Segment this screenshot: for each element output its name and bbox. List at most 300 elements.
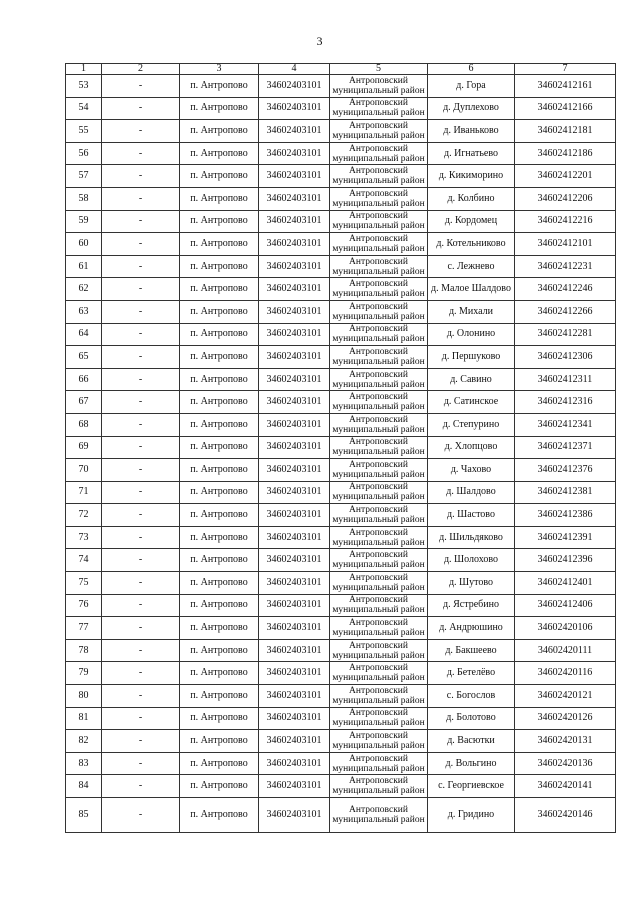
admin-code-cell: 34602403101	[259, 549, 330, 572]
row-number-cell: 56	[66, 142, 102, 165]
district-line: муниципальный район	[332, 424, 425, 435]
district-line: муниципальный район	[332, 108, 425, 119]
district-cell	[330, 413, 428, 436]
admin-code-cell: 34602403101	[259, 526, 330, 549]
page-number: 3	[316, 34, 323, 48]
column2-cell: -	[102, 752, 180, 775]
column2-cell: -	[102, 278, 180, 301]
row-number-cell: 65	[66, 346, 102, 369]
settlement-code-cell: 34602412281	[515, 323, 616, 346]
district-line: Антроповский	[349, 459, 408, 470]
column2-cell: -	[102, 662, 180, 685]
settlement-cell: д. Кордомец	[428, 210, 515, 233]
settlement-code-cell: 34602412161	[515, 75, 616, 98]
district-cell	[330, 300, 428, 323]
settlement-code-cell: 34602420121	[515, 685, 616, 708]
table-row	[66, 707, 616, 730]
table-row	[66, 187, 616, 210]
district-cell	[330, 730, 428, 753]
settlement-code-cell: 34602412391	[515, 526, 616, 549]
district-line: Антроповский	[349, 805, 408, 815]
column2-cell: -	[102, 255, 180, 278]
row-number-cell: 78	[66, 639, 102, 662]
column-header: 5	[330, 64, 428, 75]
district-line: муниципальный район	[332, 379, 425, 390]
district-line: муниципальный район	[332, 582, 425, 593]
admin-code-cell: 34602403101	[259, 775, 330, 798]
district-line: муниципальный район	[332, 469, 425, 480]
admin-center-cell: п. Антропово	[180, 775, 259, 798]
district-line: Антроповский	[349, 595, 408, 606]
row-number-cell: 69	[66, 436, 102, 459]
column2-cell: -	[102, 798, 180, 833]
column-header: 4	[259, 64, 330, 75]
column2-cell: -	[102, 481, 180, 504]
settlement-code-cell: 34602412306	[515, 346, 616, 369]
district-cell	[330, 798, 428, 833]
settlement-code-cell: 34602420131	[515, 730, 616, 753]
settlement-code-cell: 34602412266	[515, 300, 616, 323]
district-cell	[330, 707, 428, 730]
district-line: Антроповский	[349, 369, 408, 380]
admin-code-cell: 34602403101	[259, 730, 330, 753]
district-cell	[330, 436, 428, 459]
settlement-code-cell: 34602412246	[515, 278, 616, 301]
district-cell	[330, 526, 428, 549]
table-row	[66, 798, 616, 833]
district-line: муниципальный район	[332, 815, 425, 825]
settlement-cell: д. Малое Шалдово	[428, 278, 515, 301]
district-line: Антроповский	[349, 233, 408, 244]
district-line: Антроповский	[349, 324, 408, 335]
district-line: Антроповский	[349, 482, 408, 493]
header-row	[66, 64, 616, 75]
settlement-cell: д. Михали	[428, 300, 515, 323]
admin-code-cell: 34602403101	[259, 572, 330, 595]
admin-center-cell: п. Антропово	[180, 323, 259, 346]
column2-cell: -	[102, 413, 180, 436]
settlement-code-cell: 34602420146	[515, 798, 616, 833]
admin-code-cell: 34602403101	[259, 752, 330, 775]
settlement-code-cell: 34602412311	[515, 368, 616, 391]
table-row	[66, 572, 616, 595]
row-number-cell: 67	[66, 391, 102, 414]
table-row	[66, 278, 616, 301]
admin-code-cell: 34602403101	[259, 300, 330, 323]
column2-cell: -	[102, 97, 180, 120]
row-number-cell: 58	[66, 187, 102, 210]
settlement-code-cell: 34602420136	[515, 752, 616, 775]
district-line: Антроповский	[349, 527, 408, 538]
row-number-cell: 76	[66, 594, 102, 617]
district-line: Антроповский	[349, 256, 408, 267]
row-number-cell: 79	[66, 662, 102, 685]
settlement-cell: д. Шастово	[428, 504, 515, 527]
settlement-cell: д. Шолохово	[428, 549, 515, 572]
row-number-cell: 68	[66, 413, 102, 436]
settlement-code-cell: 34602412401	[515, 572, 616, 595]
district-line: муниципальный район	[332, 198, 425, 209]
column2-cell: -	[102, 549, 180, 572]
district-cell	[330, 617, 428, 640]
table-row	[66, 481, 616, 504]
settlement-cell: д. Шильдяково	[428, 526, 515, 549]
settlement-code-cell: 34602412101	[515, 233, 616, 256]
admin-code-cell: 34602403101	[259, 75, 330, 98]
settlement-cell: д. Шалдово	[428, 481, 515, 504]
district-cell	[330, 775, 428, 798]
table-row	[66, 346, 616, 369]
settlement-code-cell: 34602412396	[515, 549, 616, 572]
row-number-cell: 62	[66, 278, 102, 301]
district-line: муниципальный район	[332, 537, 425, 548]
row-number-cell: 74	[66, 549, 102, 572]
admin-center-cell: п. Антропово	[180, 300, 259, 323]
district-line: Антроповский	[349, 550, 408, 561]
settlement-cell: с. Лежнево	[428, 255, 515, 278]
column2-cell: -	[102, 459, 180, 482]
table-row	[66, 549, 616, 572]
district-line: муниципальный район	[332, 560, 425, 571]
column2-cell: -	[102, 142, 180, 165]
admin-center-cell: п. Антропово	[180, 662, 259, 685]
district-line: Антроповский	[349, 75, 408, 86]
admin-code-cell: 34602403101	[259, 617, 330, 640]
admin-code-cell: 34602403101	[259, 481, 330, 504]
table-row	[66, 210, 616, 233]
district-line: муниципальный район	[332, 786, 425, 797]
table-row	[66, 775, 616, 798]
column-header: 3	[180, 64, 259, 75]
admin-center-cell: п. Антропово	[180, 413, 259, 436]
table-row	[66, 413, 616, 436]
district-line: муниципальный район	[332, 153, 425, 164]
column2-cell: -	[102, 346, 180, 369]
admin-center-cell: п. Антропово	[180, 504, 259, 527]
table-row	[66, 255, 616, 278]
table-row	[66, 120, 616, 143]
admin-center-cell: п. Антропово	[180, 120, 259, 143]
column2-cell: -	[102, 685, 180, 708]
row-number-cell: 85	[66, 798, 102, 833]
district-line: Антроповский	[349, 776, 408, 787]
admin-center-cell: п. Антропово	[180, 798, 259, 833]
admin-code-cell: 34602403101	[259, 504, 330, 527]
district-cell	[330, 187, 428, 210]
admin-code-cell: 34602403101	[259, 120, 330, 143]
district-line: муниципальный район	[332, 447, 425, 458]
settlements-table	[65, 63, 616, 833]
column2-cell: -	[102, 436, 180, 459]
admin-center-cell: п. Антропово	[180, 391, 259, 414]
column2-cell: -	[102, 187, 180, 210]
admin-center-cell: п. Антропово	[180, 685, 259, 708]
admin-center-cell: п. Антропово	[180, 346, 259, 369]
admin-code-cell: 34602403101	[259, 685, 330, 708]
district-line: Антроповский	[349, 301, 408, 312]
admin-center-cell: п. Антропово	[180, 75, 259, 98]
district-line: муниципальный район	[332, 266, 425, 277]
district-cell	[330, 504, 428, 527]
district-line: Антроповский	[349, 753, 408, 764]
settlement-cell: д. Степурино	[428, 413, 515, 436]
district-cell	[330, 752, 428, 775]
row-number-cell: 73	[66, 526, 102, 549]
district-line: муниципальный район	[332, 130, 425, 141]
admin-code-cell: 34602403101	[259, 255, 330, 278]
district-cell	[330, 278, 428, 301]
column2-cell: -	[102, 368, 180, 391]
admin-center-cell: п. Антропово	[180, 142, 259, 165]
settlement-cell: д. Котельниково	[428, 233, 515, 256]
admin-center-cell: п. Антропово	[180, 97, 259, 120]
district-line: Антроповский	[349, 166, 408, 177]
district-line: муниципальный район	[332, 673, 425, 684]
settlement-code-cell: 34602412181	[515, 120, 616, 143]
table-row	[66, 165, 616, 188]
district-line: муниципальный район	[332, 334, 425, 345]
admin-center-cell: п. Антропово	[180, 436, 259, 459]
admin-center-cell: п. Антропово	[180, 617, 259, 640]
admin-code-cell: 34602403101	[259, 323, 330, 346]
admin-code-cell: 34602403101	[259, 278, 330, 301]
settlement-code-cell: 34602412386	[515, 504, 616, 527]
admin-center-cell: п. Антропово	[180, 752, 259, 775]
admin-code-cell: 34602403101	[259, 436, 330, 459]
district-cell	[330, 459, 428, 482]
district-line: Антроповский	[349, 211, 408, 222]
column2-cell: -	[102, 572, 180, 595]
table-row	[66, 142, 616, 165]
admin-code-cell: 34602403101	[259, 210, 330, 233]
district-cell	[330, 120, 428, 143]
admin-center-cell: п. Антропово	[180, 233, 259, 256]
district-cell	[330, 323, 428, 346]
district-line: Антроповский	[349, 731, 408, 742]
district-line: муниципальный район	[332, 221, 425, 232]
column-header: 2	[102, 64, 180, 75]
settlement-cell: д. Гора	[428, 75, 515, 98]
admin-code-cell: 34602403101	[259, 368, 330, 391]
district-line: Антроповский	[349, 188, 408, 199]
column2-cell: -	[102, 504, 180, 527]
settlement-cell: с. Богослов	[428, 685, 515, 708]
settlement-code-cell: 34602412341	[515, 413, 616, 436]
admin-code-cell: 34602403101	[259, 233, 330, 256]
column2-cell: -	[102, 210, 180, 233]
admin-center-cell: п. Антропово	[180, 594, 259, 617]
table-row	[66, 75, 616, 98]
district-cell	[330, 165, 428, 188]
settlement-code-cell: 34602412316	[515, 391, 616, 414]
table-row	[66, 323, 616, 346]
row-number-cell: 82	[66, 730, 102, 753]
admin-center-cell: п. Антропово	[180, 165, 259, 188]
row-number-cell: 55	[66, 120, 102, 143]
admin-center-cell: п. Антропово	[180, 368, 259, 391]
settlement-cell: д. Сатинское	[428, 391, 515, 414]
district-line: Антроповский	[349, 279, 408, 290]
settlement-code-cell: 34602412166	[515, 97, 616, 120]
admin-code-cell: 34602403101	[259, 662, 330, 685]
district-line: муниципальный район	[332, 356, 425, 367]
district-line: Антроповский	[349, 685, 408, 696]
table-row	[66, 300, 616, 323]
table-row	[66, 662, 616, 685]
table-row	[66, 685, 616, 708]
settlement-cell: д. Бетелёво	[428, 662, 515, 685]
table-row	[66, 594, 616, 617]
district-line: Антроповский	[349, 120, 408, 131]
admin-code-cell: 34602403101	[259, 187, 330, 210]
district-cell	[330, 142, 428, 165]
settlement-code-cell: 34602412186	[515, 142, 616, 165]
admin-code-cell: 34602403101	[259, 346, 330, 369]
settlement-cell: д. Олонино	[428, 323, 515, 346]
settlement-cell: д. Колбино	[428, 187, 515, 210]
district-line: Антроповский	[349, 346, 408, 357]
settlement-code-cell: 34602412231	[515, 255, 616, 278]
district-line: муниципальный район	[332, 605, 425, 616]
district-cell	[330, 481, 428, 504]
district-cell	[330, 233, 428, 256]
settlement-cell: д. Хлопцово	[428, 436, 515, 459]
table-row	[66, 752, 616, 775]
column2-cell: -	[102, 165, 180, 188]
district-line: Антроповский	[349, 414, 408, 425]
district-line: муниципальный район	[332, 311, 425, 322]
settlement-cell: д. Гридино	[428, 798, 515, 833]
district-line: муниципальный район	[332, 650, 425, 661]
column-header: 1	[66, 64, 102, 75]
row-number-cell: 84	[66, 775, 102, 798]
district-line: муниципальный район	[332, 289, 425, 300]
district-line: муниципальный район	[332, 243, 425, 254]
district-line: Антроповский	[349, 505, 408, 516]
column2-cell: -	[102, 120, 180, 143]
row-number-cell: 81	[66, 707, 102, 730]
settlement-cell: д. Шутово	[428, 572, 515, 595]
row-number-cell: 63	[66, 300, 102, 323]
district-cell	[330, 639, 428, 662]
table-row	[66, 97, 616, 120]
district-line: муниципальный район	[332, 85, 425, 96]
row-number-cell: 60	[66, 233, 102, 256]
settlement-cell: д. Васютки	[428, 730, 515, 753]
column2-cell: -	[102, 707, 180, 730]
district-cell	[330, 391, 428, 414]
column2-cell: -	[102, 617, 180, 640]
settlement-cell: д. Дуплехово	[428, 97, 515, 120]
admin-center-cell: п. Антропово	[180, 278, 259, 301]
district-cell	[330, 97, 428, 120]
table-row	[66, 617, 616, 640]
table-row	[66, 639, 616, 662]
admin-code-cell: 34602403101	[259, 798, 330, 833]
table-row	[66, 459, 616, 482]
column2-cell: -	[102, 775, 180, 798]
district-cell	[330, 685, 428, 708]
district-line: муниципальный район	[332, 515, 425, 526]
column2-cell: -	[102, 323, 180, 346]
column2-cell: -	[102, 730, 180, 753]
district-line: Антроповский	[349, 98, 408, 109]
table-row	[66, 368, 616, 391]
row-number-cell: 70	[66, 459, 102, 482]
district-line: Антроповский	[349, 572, 408, 583]
row-number-cell: 61	[66, 255, 102, 278]
settlement-code-cell: 34602412371	[515, 436, 616, 459]
settlement-cell: д. Игнатьево	[428, 142, 515, 165]
settlement-code-cell: 34602412216	[515, 210, 616, 233]
district-cell	[330, 75, 428, 98]
admin-code-cell: 34602403101	[259, 142, 330, 165]
column2-cell: -	[102, 300, 180, 323]
table-row	[66, 730, 616, 753]
admin-center-cell: п. Антропово	[180, 549, 259, 572]
settlement-code-cell: 34602412201	[515, 165, 616, 188]
admin-code-cell: 34602403101	[259, 594, 330, 617]
settlement-cell: д. Першуково	[428, 346, 515, 369]
district-cell	[330, 549, 428, 572]
column-header: 6	[428, 64, 515, 75]
admin-code-cell: 34602403101	[259, 391, 330, 414]
district-line: Антроповский	[349, 437, 408, 448]
admin-center-cell: п. Антропово	[180, 481, 259, 504]
district-line: муниципальный район	[332, 628, 425, 639]
admin-code-cell: 34602403101	[259, 639, 330, 662]
district-cell	[330, 594, 428, 617]
admin-code-cell: 34602403101	[259, 165, 330, 188]
row-number-cell: 66	[66, 368, 102, 391]
row-number-cell: 64	[66, 323, 102, 346]
settlement-code-cell: 34602420106	[515, 617, 616, 640]
district-line: муниципальный район	[332, 492, 425, 503]
admin-center-cell: п. Антропово	[180, 730, 259, 753]
settlement-cell: д. Андрюшино	[428, 617, 515, 640]
district-cell	[330, 662, 428, 685]
admin-center-cell: п. Антропово	[180, 707, 259, 730]
column2-cell: -	[102, 594, 180, 617]
district-line: Антроповский	[349, 708, 408, 719]
district-line: муниципальный район	[332, 402, 425, 413]
admin-code-cell: 34602403101	[259, 459, 330, 482]
admin-center-cell: п. Антропово	[180, 187, 259, 210]
district-cell	[330, 368, 428, 391]
settlement-code-cell: 34602420126	[515, 707, 616, 730]
row-number-cell: 54	[66, 97, 102, 120]
settlement-cell: д. Ястребино	[428, 594, 515, 617]
row-number-cell: 59	[66, 210, 102, 233]
admin-code-cell: 34602403101	[259, 97, 330, 120]
district-line: муниципальный район	[332, 763, 425, 774]
settlement-cell: д. Вольгино	[428, 752, 515, 775]
admin-center-cell: п. Антропово	[180, 210, 259, 233]
settlement-cell: д. Савино	[428, 368, 515, 391]
table-row	[66, 391, 616, 414]
row-number-cell: 72	[66, 504, 102, 527]
settlement-code-cell: 34602412206	[515, 187, 616, 210]
district-line: Антроповский	[349, 640, 408, 651]
admin-center-cell: п. Антропово	[180, 526, 259, 549]
district-line: муниципальный район	[332, 695, 425, 706]
admin-center-cell: п. Антропово	[180, 639, 259, 662]
admin-code-cell: 34602403101	[259, 413, 330, 436]
admin-center-cell: п. Антропово	[180, 572, 259, 595]
district-cell	[330, 572, 428, 595]
district-line: муниципальный район	[332, 176, 425, 187]
column2-cell: -	[102, 391, 180, 414]
